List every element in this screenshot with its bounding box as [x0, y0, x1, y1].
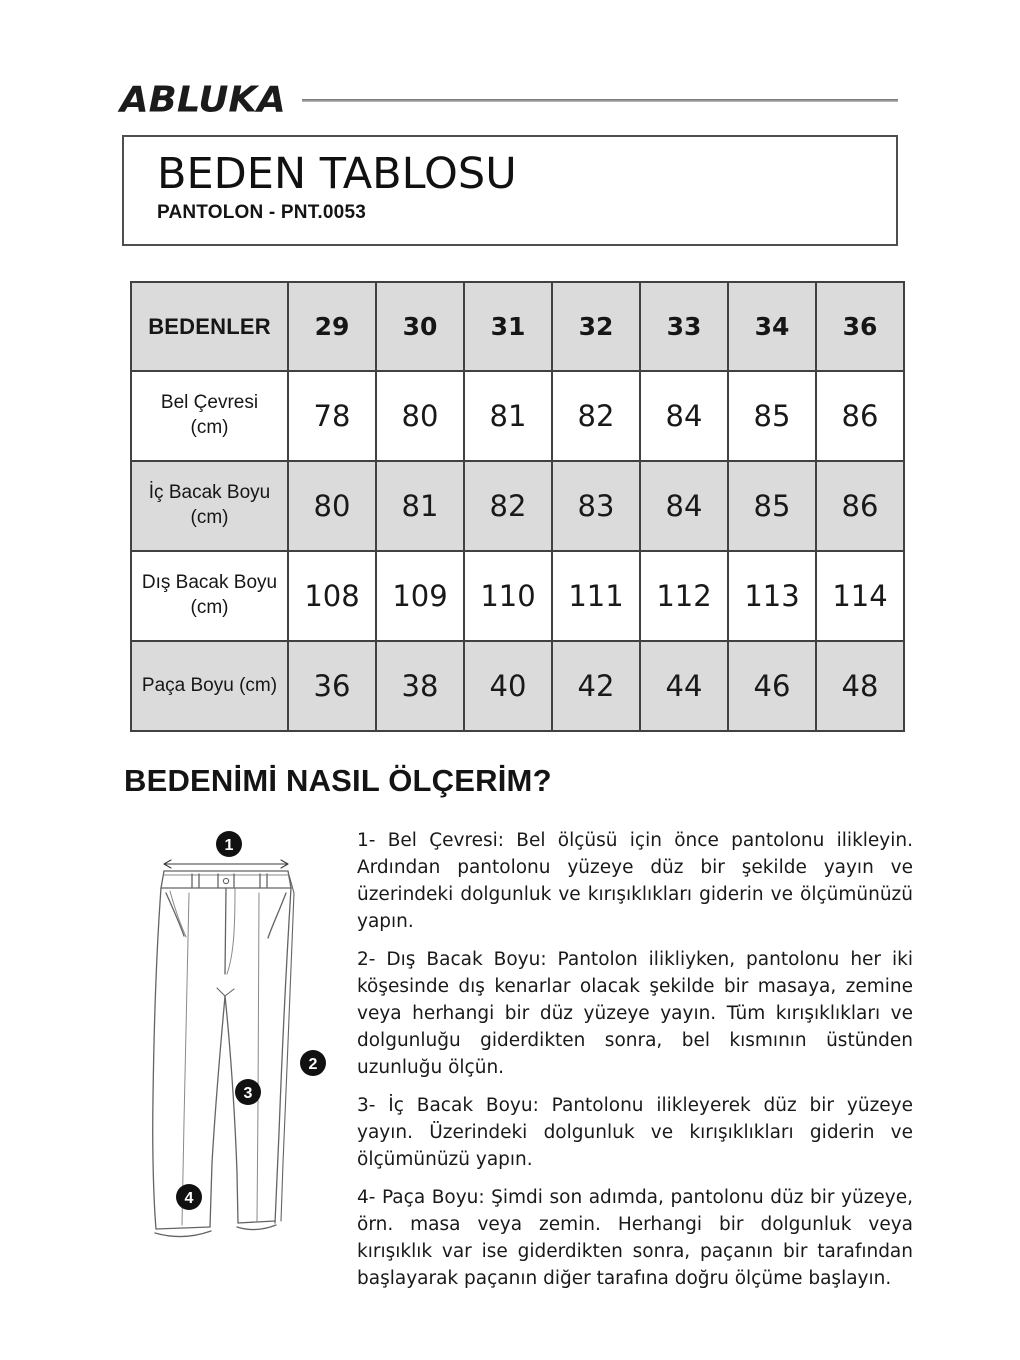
page-title: BEDEN TABLOSU [157, 149, 517, 199]
value-cell: 86 [816, 371, 904, 461]
step-paragraph-3: 3- İç Bacak Boyu: Pantolonu ilikleyerek düz bir yüzeye yayın. Üzerindeki dolgunluk ve kırışıklıkları giderin ve ölçümünüzü yapın. [357, 1095, 913, 1170]
value-cell: 36 [288, 641, 376, 731]
title-box [122, 135, 898, 246]
page-subtitle: PANTOLON - PNT.0053 [157, 202, 366, 224]
value-cell: 42 [552, 641, 640, 731]
size-header-cell: 32 [552, 282, 640, 371]
row-label-cell: Dış Bacak Boyu (cm) [131, 551, 288, 641]
pants-front-drawing [148, 831, 360, 1259]
row-label-cell: İç Bacak Boyu (cm) [131, 461, 288, 551]
table-row-paca-boyu [131, 641, 904, 731]
size-header-cell: 33 [640, 282, 728, 371]
svg-text:1: 1 [224, 836, 234, 854]
size-table [130, 281, 905, 732]
value-cell: 112 [640, 551, 728, 641]
table-row-bel-cevresi [131, 371, 904, 461]
value-cell: 81 [464, 371, 552, 461]
pants-illustration [148, 831, 360, 1259]
value-cell: 111 [552, 551, 640, 641]
value-cell: 44 [640, 641, 728, 731]
table-header-row [131, 282, 904, 371]
value-cell: 40 [464, 641, 552, 731]
step-paragraph-2: 2- Dış Bacak Boyu: Pantolon ilikliyken, pantolonu her iki köşesinde dış kenarlar olacak şekilde bir masaya, zemine veya herhangi bir düz yüzeye yayın. Tüm kırışıklıkları ve dolgunluğu giderdikten sonra, bel kısmının üstünden uzunluğu ölçün. [357, 949, 913, 1078]
row-label-cell: Bel Çevresi (cm) [131, 371, 288, 461]
size-header-cell: 30 [376, 282, 464, 371]
value-cell: 80 [376, 371, 464, 461]
waist-arrow [164, 860, 288, 868]
svg-text:2: 2 [308, 1055, 318, 1073]
brand-logo: ABLUKA [120, 78, 286, 120]
step-paragraph-4: 4- Paça Boyu: Şimdi son adımda, pantolonu düz bir yüzeye, örn. masa veya zemin. Herhangi bir dolgunluk veya kırışıklık var ise giderdikten sonra, paçanın bir tarafından başlayarak paçanın diğer tarafına doğru ölçüme başlayın. [357, 1187, 913, 1289]
measure-steps [357, 827, 913, 1303]
value-cell: 114 [816, 551, 904, 641]
size-header-cell: 36 [816, 282, 904, 371]
marker-1-waist [216, 831, 242, 857]
size-header-cell: 34 [728, 282, 816, 371]
marker-4-hem [176, 1184, 202, 1210]
value-cell: 113 [728, 551, 816, 641]
brand-row [120, 78, 898, 120]
value-cell: 81 [376, 461, 464, 551]
value-cell: 82 [552, 371, 640, 461]
value-cell: 109 [376, 551, 464, 641]
corner-label: BEDENLER [148, 313, 271, 339]
value-cell: 86 [816, 461, 904, 551]
value-cell: 48 [816, 641, 904, 731]
value-cell: 83 [552, 461, 640, 551]
marker-3-inner-leg [235, 1079, 261, 1105]
brand-rule-line [302, 99, 898, 102]
value-cell: 85 [728, 461, 816, 551]
value-cell: 110 [464, 551, 552, 641]
value-cell: 38 [376, 641, 464, 731]
size-header-cell: 31 [464, 282, 552, 371]
guide-heading: BEDENİMİ NASIL ÖLÇERİM? [124, 763, 552, 798]
table-row-dis-bacak-boyu [131, 551, 904, 641]
marker-2-outer-leg [300, 1050, 326, 1076]
svg-text:4: 4 [184, 1189, 194, 1207]
table-corner-cell [131, 282, 288, 371]
svg-text:3: 3 [243, 1084, 253, 1102]
value-cell: 85 [728, 371, 816, 461]
value-cell: 46 [728, 641, 816, 731]
value-cell: 82 [464, 461, 552, 551]
step-paragraph-1: 1- Bel Çevresi: Bel ölçüsü için önce pantolonu ilikleyin. Ardından pantolonu yüzeye düz bir şekilde yayın ve üzerindeki dolgunluk ve kırışıklıkları giderin ve ölçümünüzü yapın. [357, 830, 913, 932]
value-cell: 78 [288, 371, 376, 461]
table-row-ic-bacak-boyu [131, 461, 904, 551]
value-cell: 84 [640, 371, 728, 461]
row-label-cell: Paça Boyu (cm) [131, 641, 288, 731]
size-header-cell: 29 [288, 282, 376, 371]
value-cell: 80 [288, 461, 376, 551]
value-cell: 84 [640, 461, 728, 551]
value-cell: 108 [288, 551, 376, 641]
